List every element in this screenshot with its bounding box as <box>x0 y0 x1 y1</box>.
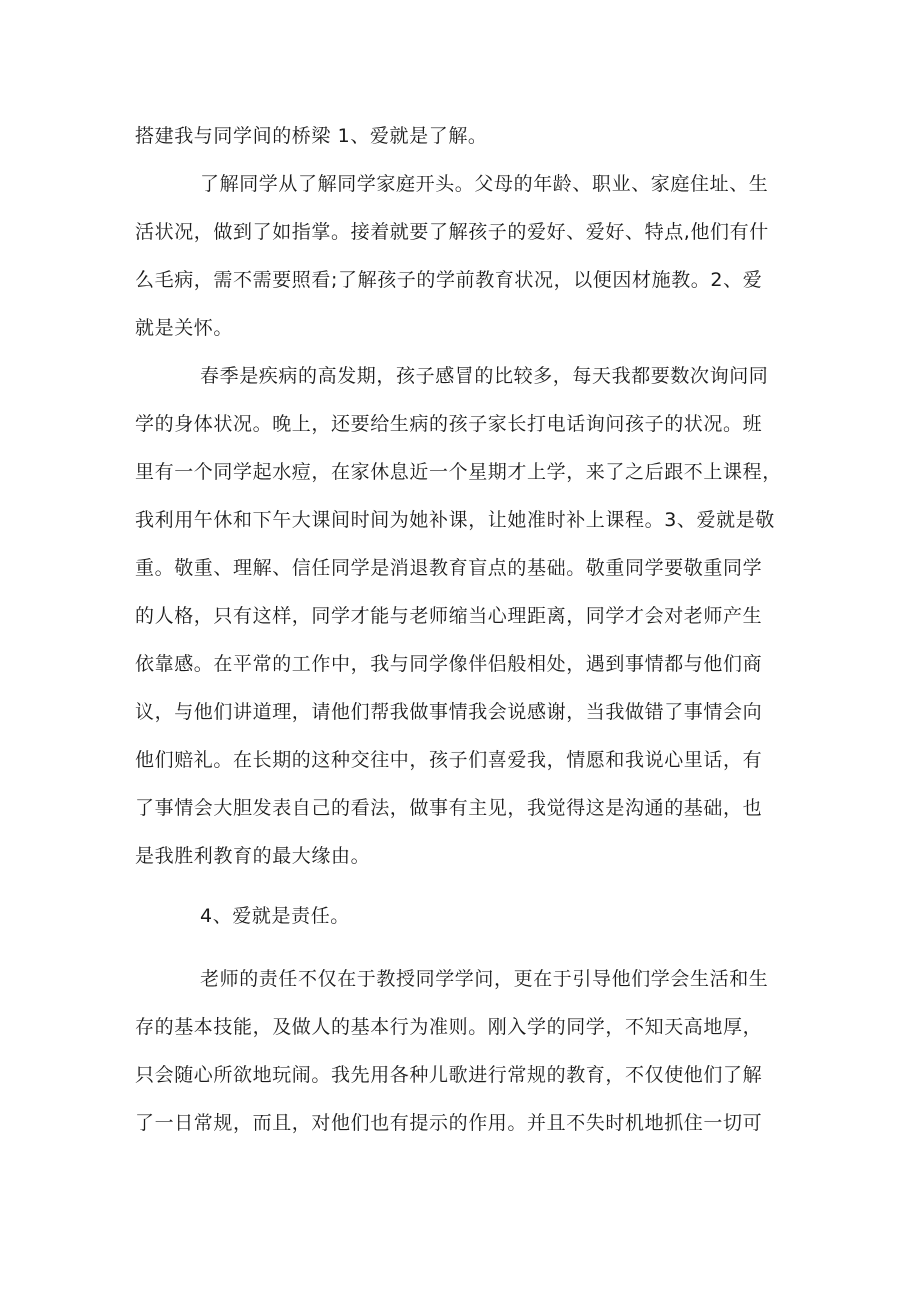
text-line: 依靠感。在平常的工作中，我与同学像伴侣般相处，遇到事情都与他们商 <box>135 653 763 675</box>
text-line: 了解同学从了解同学家庭开头。父母的年龄、职业、家庭住址、生 <box>200 173 769 195</box>
text-line: 了一日常规，而且，对他们也有提示的作用。并且不失时机地抓住一切可 <box>135 1112 763 1134</box>
text-line: 春季是疾病的高发期，孩子感冒的比较多，每天我都要数次询问同 <box>200 365 769 387</box>
text-line: 我利用午休和下午大课间时间为她补课，让她准时补上课程。3、爱就是敬 <box>135 509 775 531</box>
text-line: 他们赔礼。在长期的这种交往中，孩子们喜爱我，情愿和我说心里话，有 <box>135 749 763 771</box>
text-line: 存的基本技能，及做人的基本行为准则。刚入学的同学，不知天高地厚， <box>135 1016 763 1038</box>
text-line: 活状况，做到了如指掌。接着就要了解孩子的爱好、爱好、特点,他们有什 <box>135 221 769 243</box>
section-heading: 4、爱就是责任。 <box>200 905 350 927</box>
text-line: 搭建我与同学间的桥梁 1、爱就是了解。 <box>135 125 488 147</box>
text-line: 老师的责任不仅在于教授同学学问，更在于引导他们学会生活和生 <box>200 968 769 990</box>
text-line: 里有一个同学起水痘，在家休息近一个星期才上学，来了之后跟不上课程， <box>135 461 782 483</box>
text-line: 只会随心所欲地玩闹。我先用各种儿歌进行常规的教育，不仅使他们了解 <box>135 1064 763 1086</box>
text-line: 学的身体状况。晚上，还要给生病的孩子家长打电话询问孩子的状况。班 <box>135 413 763 435</box>
text-line: 重。敬重、理解、信任同学是消退教育盲点的基础。敬重同学要敬重同学 <box>135 557 763 579</box>
text-line: 么毛病，需不需要照看;了解孩子的学前教育状况，以便因材施教。2、爱 <box>135 269 763 291</box>
text-line: 就是关怀。 <box>135 317 234 339</box>
text-line: 了事情会大胆发表自己的看法，做事有主见，我觉得这是沟通的基础，也 <box>135 797 763 819</box>
text-line: 的人格，只有这样，同学才能与老师缩当心理距离，同学才会对老师产生 <box>135 605 763 627</box>
text-line: 是我胜利教育的最大缘由。 <box>135 845 371 867</box>
text-line: 议，与他们讲道理，请他们帮我做事情我会说感谢，当我做错了事情会向 <box>135 701 763 723</box>
